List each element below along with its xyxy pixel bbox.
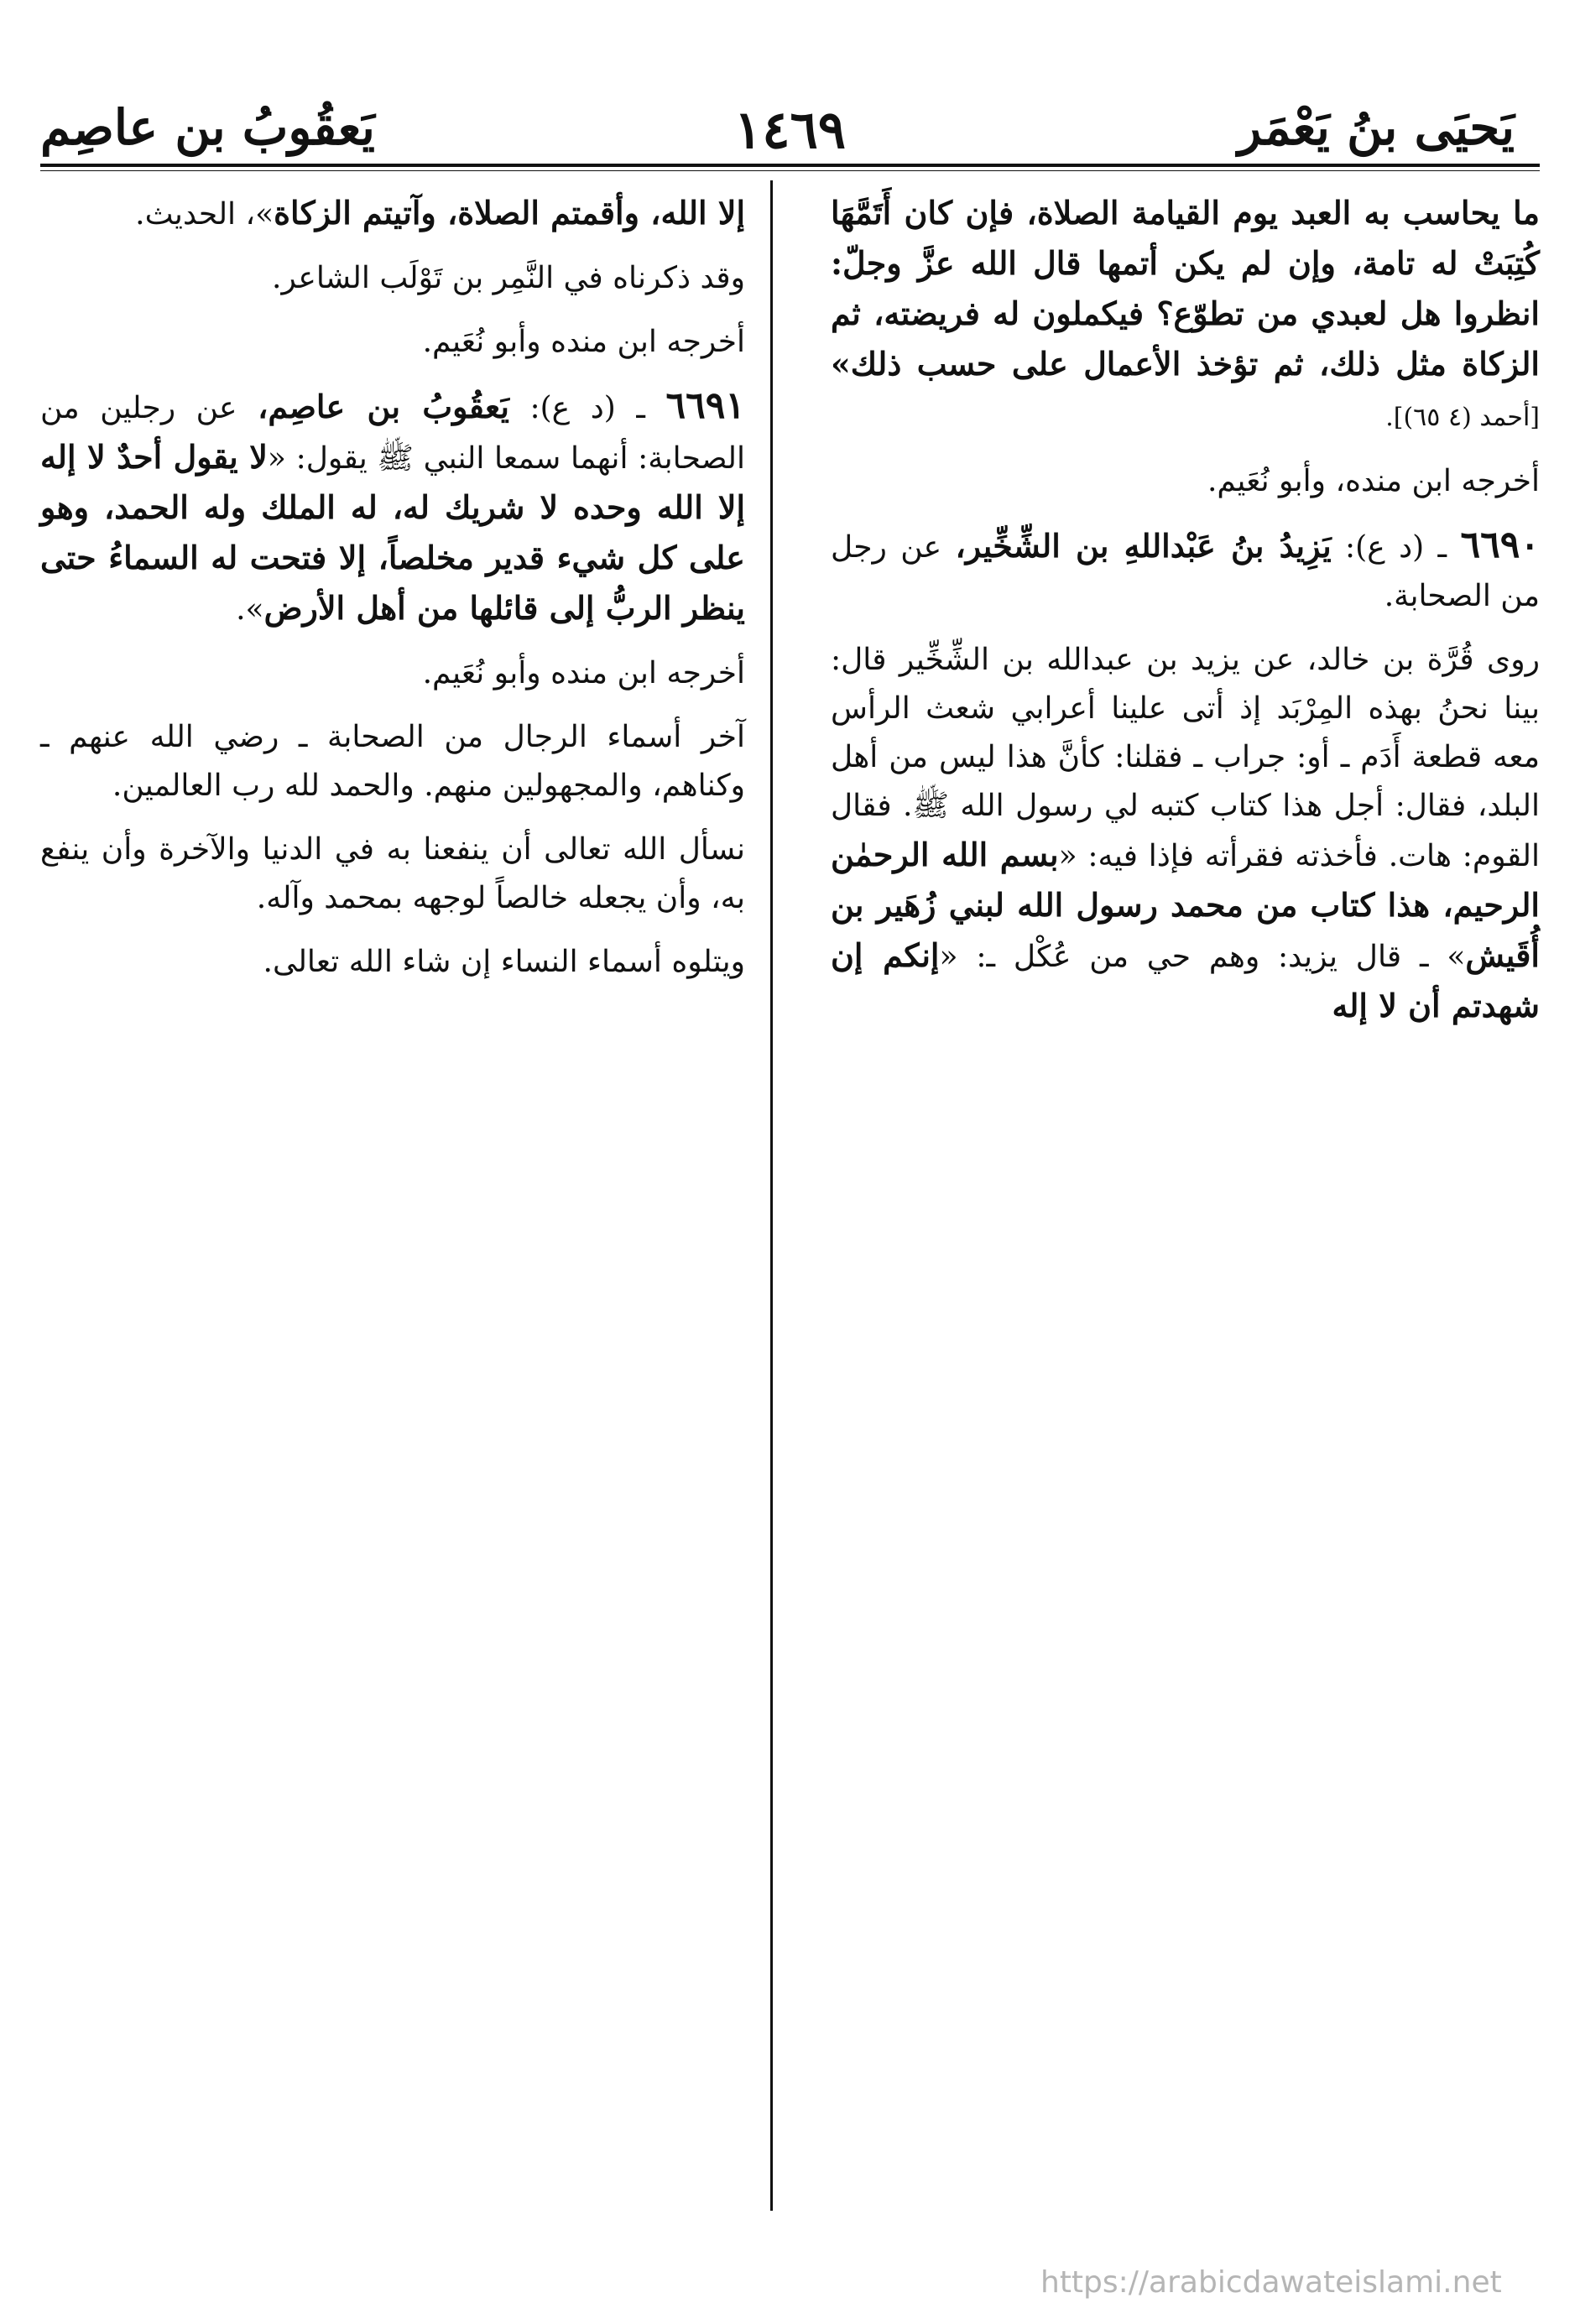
text-segment: ـ (د ع): <box>1331 530 1461 565</box>
paragraph <box>831 189 1540 442</box>
bold-text: يَزِيدُ بنُ عَبْداللهِ بن الشِّخِّير، <box>955 527 1332 565</box>
text-segment: عن رجل من الصحابة. <box>831 530 1540 613</box>
entry-number: ٦٦٩١ <box>665 384 745 427</box>
text-segment: ». <box>236 592 264 627</box>
running-title-left: يَعقُوبُ بن عاصِم <box>40 99 375 156</box>
bold-text: يَعقُوبُ بن عاصِم، <box>258 388 509 425</box>
bold-text: إنكم إن شهدتم أن لا إله <box>831 936 1540 1024</box>
header-rule <box>40 164 1540 167</box>
paragraph <box>40 318 745 367</box>
text-segment: آخر أسماء الرجال من الصحابة ـ رضي الله عنهم ـ وكناهم، والمجهولين منهم. والحمد لله رب العالمين. <box>40 720 745 803</box>
site-watermark: https://arabicdawateislami.net <box>1040 2265 1502 2300</box>
text-segment: أخرجه ابن منده وأبو نُعَيم. <box>422 325 745 359</box>
page-number: ١٤٦٩ <box>733 99 847 160</box>
text-segment: ـ (د ع): <box>508 391 666 425</box>
paragraph <box>40 649 745 698</box>
column-divider <box>770 180 773 2211</box>
bold-text: إلا الله، وأقمتم الصلاة، وآتيتم الزكاة <box>274 194 745 232</box>
paragraph <box>831 636 1540 1032</box>
text-segment: » ـ قال يزيد: وهم حي من عُكْل ـ: « <box>939 940 1466 974</box>
right-column <box>831 189 1540 1032</box>
text-segment: »، الحديث. <box>135 197 274 232</box>
text-segment: وقد ذكرناه في النَّمِر بن تَوْلَب الشاعر. <box>272 261 745 295</box>
entry-number: ٦٦٩٠ <box>1460 524 1540 566</box>
paragraph <box>40 382 745 634</box>
bold-text: بسم الله الرحمٰن الرحيم، هذا كتاب من محمد رسول الله لبني زُهَير بن أُقَيش <box>831 836 1540 974</box>
paragraph <box>831 521 1540 621</box>
paragraph <box>40 254 745 303</box>
page-header <box>40 91 1540 170</box>
text-segment: روى قُرَّة بن خالد، عن يزيد بن عبدالله بن الشِّخِّير قال: بينا نحنُ بهذه المِرْبَد إذ أتى علينا أعرابي شعث الرأس معه قطعة أَدَم ـ أو: جراب ـ فقلنا: كأنَّ هذا ليس من أهل البلد، فقال: أجل هذا كتاب كتبه لي رسول الله ﷺ. فقال القوم: هات. فأخذته فقرأته فإذا فيه: « <box>831 643 1540 873</box>
paragraph <box>40 826 745 923</box>
citation: [أحمد (٤ ٦٥)]. <box>1385 403 1540 432</box>
paragraph <box>40 938 745 987</box>
header-rule-thin <box>40 170 1540 171</box>
paragraph <box>40 713 745 810</box>
bold-text: لا يقول أحدٌ لا إله إلا الله وحده لا شريك له، له الملك وله الحمد، وهو على كل شيء قدير مخلصاً، إلا فتحت له السماءُ حتى ينظر الربُّ إلى قائلها من أهل الأرض <box>40 438 745 627</box>
paragraph <box>40 189 745 239</box>
text-segment: ويتلوه أسماء النساء إن شاء الله تعالى. <box>263 945 745 979</box>
text-segment: عن رجلين من الصحابة: أنهما سمعا النبي ﷺ يقول: « <box>40 391 746 476</box>
running-title-right: يَحيَى بنُ يَعْمَر <box>1238 99 1515 156</box>
text-segment: نسأل الله تعالى أن ينفعنا به في الدنيا والآخرة وأن ينفع به، وأن يجعله خالصاً لوجهه بمحمد وآله. <box>40 832 745 915</box>
left-column <box>40 189 745 987</box>
bold-text: ما يحاسب به العبد يوم القيامة الصلاة، فإن كان أَتَمَّهَا كُتِبَتْ له تامة، وإن لم يكن أتمها قال الله عزَّ وجلّ: انظروا هل لعبدي من تطوّع؟ فيكملون له فريضته، ثم الزكاة مثل ذلك، ثم تؤخذ الأعمال على حسب ذلك» <box>831 194 1540 383</box>
paragraph <box>831 457 1540 506</box>
text-segment: أخرجه ابن منده، وأبو نُعَيم. <box>1207 464 1540 498</box>
text-segment: أخرجه ابن منده وأبو نُعَيم. <box>422 656 745 690</box>
